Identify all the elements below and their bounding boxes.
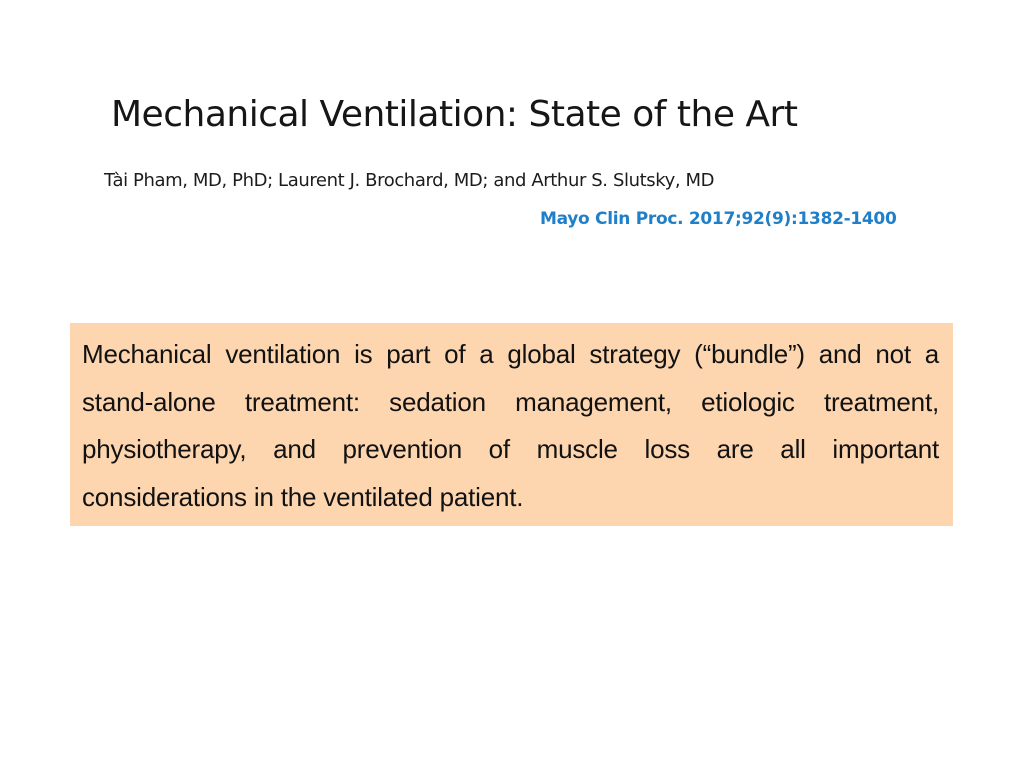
journal-citation: Mayo Clin Proc. 2017;92(9):1382-1400 bbox=[540, 209, 897, 229]
key-point-box bbox=[70, 323, 953, 526]
key-point-text: Mechanical ventilation is part of a global strategy (“bundle”) and not a stand-alone treatment: sedation management, etiologic treatment, physiotherapy, and prevention of muscle loss are all important considerations in the ventilated patient. bbox=[82, 339, 939, 512]
author-list: Tài Pham, MD, PhD; Laurent J. Brochard, MD; and Arthur S. Slutsky, MD bbox=[104, 170, 715, 191]
paper-title: Mechanical Ventilation: State of the Art bbox=[111, 94, 798, 135]
